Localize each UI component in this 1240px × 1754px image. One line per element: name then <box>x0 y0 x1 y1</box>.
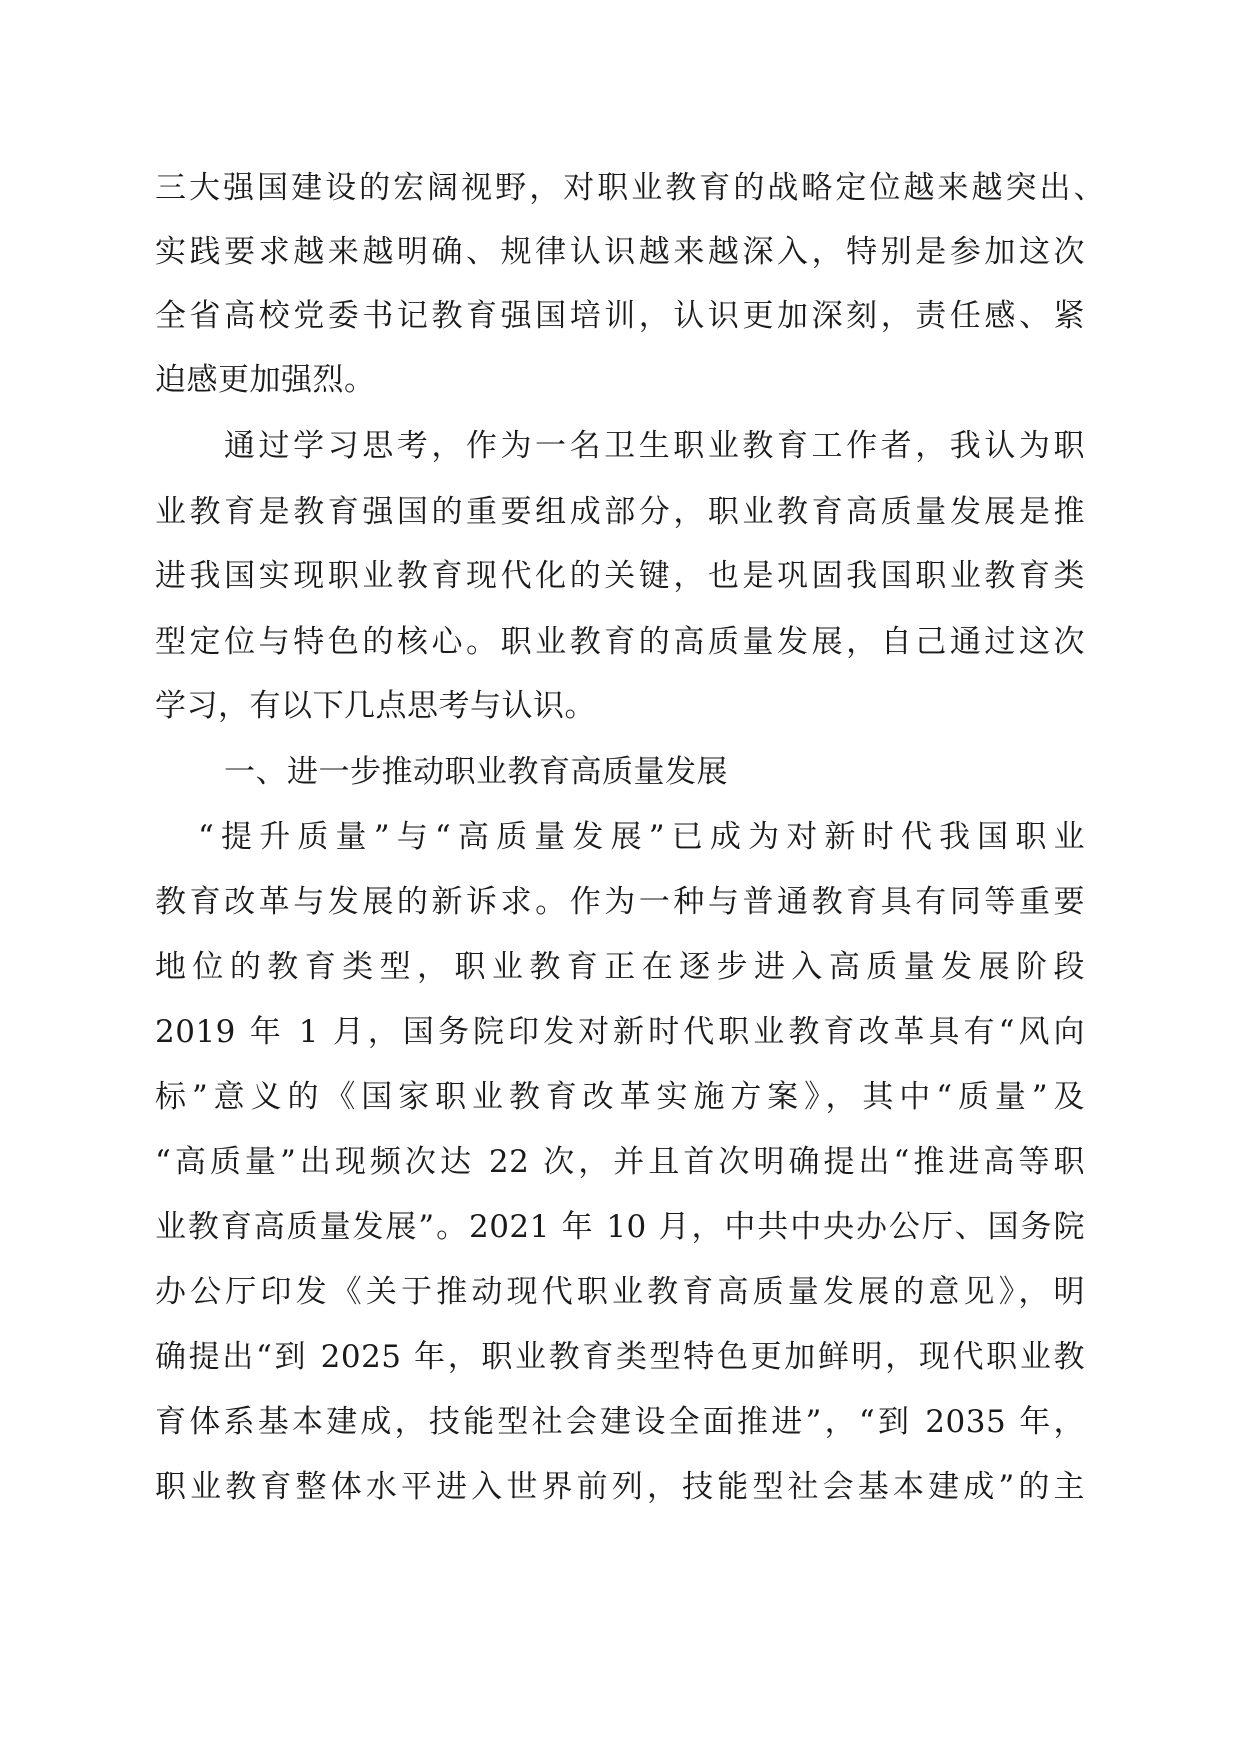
text-line: 地位的教育类型，职业教育正在逐步进入高质量发展阶段 <box>155 949 1085 985</box>
paragraph-first-line: “提升质量”与“高质量发展”已成为对新时代我国职业 <box>198 819 1085 855</box>
text-line: 业教育高质量发展”。2021 年 10 月，中共中央办公厅、国务院 <box>155 1209 1085 1245</box>
text-line: 育体系基本建成，技能型社会建设全面推进”，“到 2035 年， <box>155 1404 1085 1440</box>
text-line: 2019 年 1 月，国务院印发对新时代职业教育改革具有“风向 <box>155 1014 1085 1050</box>
text-line: 办公厅印发《关于推动现代职业教育高质量发展的意见》，明 <box>155 1274 1085 1310</box>
text-line: 三大强国建设的宏阔视野，对职业教育的战略定位越来越突出、 <box>155 170 1105 206</box>
text-line: 业教育是教育强国的重要组成部分，职业教育高质量发展是推 <box>155 494 1085 530</box>
text-line: 全省高校党委书记教育强国培训，认识更加深刻，责任感、紧 <box>155 298 1085 334</box>
text-line: 迫感更加强烈。 <box>155 362 376 398</box>
text-line: 职业教育整体水平进入世界前列，技能型社会基本建成”的主 <box>155 1469 1085 1505</box>
text-line: 标”意义的《国家职业教育改革实施方案》，其中“质量”及 <box>155 1079 1085 1115</box>
text-line: 实践要求越来越明确、规律认识越来越深入，特别是参加这次 <box>155 234 1085 270</box>
paragraph-first-line: 通过学习思考，作为一名卫生职业教育工作者，我认为职 <box>224 428 1085 464</box>
text-line: 型定位与特色的核心。职业教育的高质量发展，自己通过这次 <box>155 624 1085 660</box>
section-heading: 一、进一步推动职业教育高质量发展 <box>224 754 728 790</box>
text-line: 学习，有以下几点思考与认识。 <box>155 688 596 724</box>
text-line: “高质量”出现频次达 22 次，并且首次明确提出“推进高等职 <box>155 1144 1085 1180</box>
text-line: 教育改革与发展的新诉求。作为一种与普通教育具有同等重要 <box>155 884 1085 920</box>
text-line: 进我国实现职业教育现代化的关键，也是巩固我国职业教育类 <box>155 558 1085 594</box>
text-line: 确提出“到 2025 年，职业教育类型特色更加鲜明，现代职业教 <box>155 1339 1085 1375</box>
